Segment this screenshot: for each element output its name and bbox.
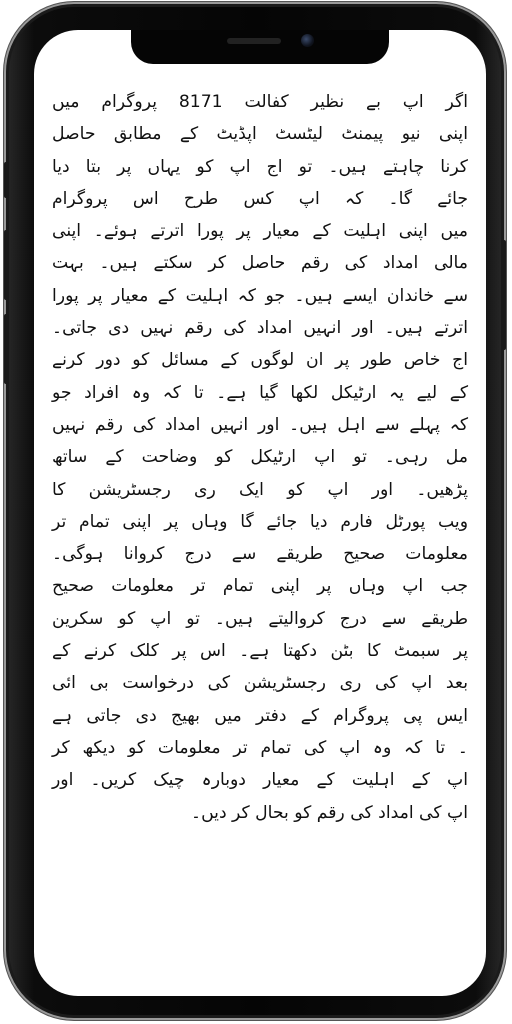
volume-up-button: [4, 230, 9, 300]
article-line: ۔ تا کہ وہ اپ کی تمام تر معلومات کو دیکھ کر: [52, 737, 468, 758]
article-line: کرنا چاہتے ہیں۔ تو اج اپ کو یہاں پر بتا دیا: [52, 156, 468, 177]
phone-screen: [34, 30, 486, 996]
article-line: اپنی نیو پیمنٹ لیٹسٹ اپڈیٹ کے مطابق حاصل: [52, 124, 468, 145]
article-line: سے خاندان ایسے ہیں۔ جو کہ اہلیت کے معیار پر پورا: [52, 285, 468, 306]
article-line: جب اپ وہاں پر اپنی تمام تر معلومات صحیح: [52, 576, 468, 597]
article-line: اج خاص طور پر ان لوگوں کے مسائل کو دور کرنے: [52, 350, 468, 371]
article-line: اترتے ہیں۔ اور انہیں امداد کی رقم نہیں دی جاتی۔: [52, 318, 468, 339]
article-text: [52, 86, 468, 829]
article-line: ویب پورٹل فارم دیا جائے گا وہاں پر اپنی تمام تر: [52, 511, 468, 532]
mute-switch: [4, 162, 9, 198]
article-line: معلومات صحیح طریقے سے درج کروانا ہوگی۔: [52, 544, 468, 565]
article-line: پڑھیں۔ اور اپ کو ایک ری رجسٹریشن کا: [52, 479, 468, 500]
phone-frame: [4, 2, 506, 1020]
article-line: اپ کی امداد کی رقم کو بحال کر دیں۔: [191, 802, 468, 823]
article-line: مل رہی۔ تو اپ ارٹیکل کو وضاحت کے ساتھ: [52, 447, 468, 468]
article-line: میں اپنی اہلیت کے معیار پر پورا اترتے ہوئے۔ اپنی: [52, 221, 468, 242]
article-line: اگر اپ بے نظیر کفالت 8171 پروگرام میں: [52, 92, 468, 112]
article-line: کے لیے یہ ارٹیکل لکھا گیا ہے۔ تا کہ وہ افراد جو: [52, 382, 468, 403]
article-line: طریقے سے درج کروالیتے ہیں۔ تو اپ کو سکرین: [52, 608, 468, 629]
article-line: کہ پہلے سے اہل ہیں۔ اور انہیں امداد کی رقم نہیں: [52, 414, 468, 435]
volume-down-button: [4, 314, 9, 384]
speaker-grille: [227, 38, 281, 44]
article-line: جائے گا۔ کہ اپ کس طرح اس پروگرام: [52, 188, 468, 209]
article-line: بعد اپ کی ری رجسٹریشن کی درخواست بی ائی: [52, 673, 468, 694]
article-line: مالی امداد کی رقم حاصل کر سکتے ہیں۔ بہت: [52, 253, 468, 274]
front-camera-icon: [301, 34, 314, 47]
article-line: اپ کے اہلیت کے معیار دوبارہ چیک کریں۔ اور: [52, 770, 468, 791]
power-button: [501, 240, 506, 350]
article-line: ایس پی پروگرام کے دفتر میں بھیج دی جاتی ہے: [52, 705, 468, 726]
notch: [131, 30, 389, 64]
article-line: پر سبمٹ کا بٹن دکھتا ہے۔ اس پر کلک کرنے کے: [52, 641, 468, 662]
